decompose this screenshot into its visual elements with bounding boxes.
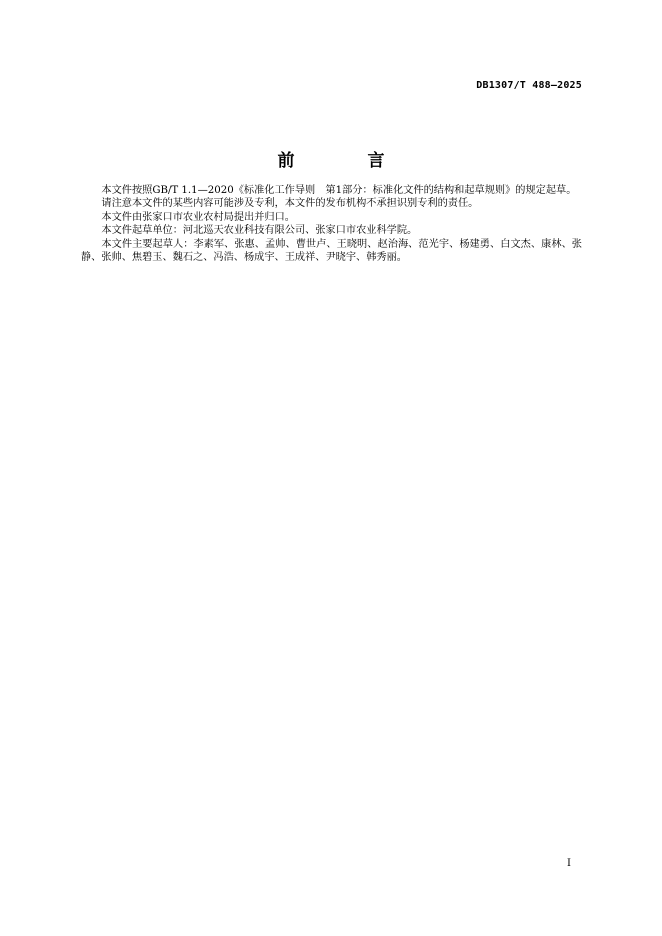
- foreword-body: [81, 184, 582, 264]
- paragraph-drafting-units: 本文件起草单位：河北巡天农业科技有限公司、张家口市农业科学院。: [101, 225, 418, 237]
- paragraph-proposer: 本文件由张家口市农业农村局提出并归口。: [101, 211, 295, 223]
- paragraph-drafting-rules: 本文件按照GB/T 1.1—2020《标准化工作导则 第1部分：标准化文件的结构和起草规则》的规定起草。: [101, 185, 577, 196]
- paragraph-drafters: 本文件主要起草人：李素军、张惠、孟帅、曹世卢、王晓明、赵治海、范光宇、杨建勇、白文杰、康林、张静、张帅、焦碧玉、魏石之、冯浩、杨成宇、王成祥、尹晓宇、韩秀丽。: [81, 238, 582, 264]
- page-title: 前 言: [277, 151, 413, 171]
- paragraph-patent-notice: 请注意本文件的某些内容可能涉及专利，本文件的发布机构不承担识别专利的责任。: [101, 198, 479, 210]
- page-number: I: [567, 858, 571, 869]
- document-code: DB1307/T 488—2025: [476, 80, 582, 91]
